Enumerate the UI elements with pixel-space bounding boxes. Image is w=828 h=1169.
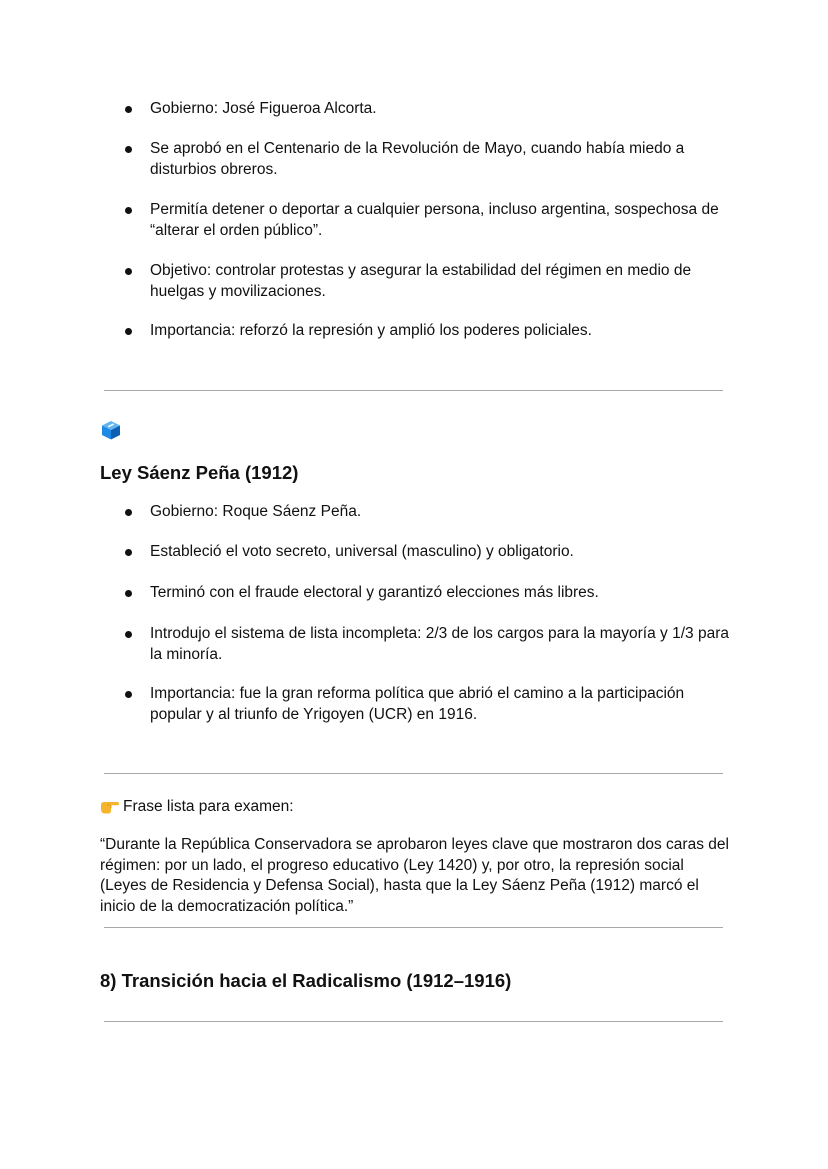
list-item: Gobierno: José Figueroa Alcorta.	[150, 99, 730, 120]
list-item: Estableció el voto secreto, universal (masculino) y obligatorio.	[150, 542, 730, 563]
horizontal-divider	[104, 927, 723, 928]
list-item: Terminó con el fraude electoral y garantizó elecciones más libres.	[150, 583, 730, 604]
list-item: Se aprobó en el Centenario de la Revolución de Mayo, cuando había miedo a disturbios obreros.	[150, 139, 730, 180]
section-title-transicion-radicalismo: 8) Transición hacia el Radicalismo (1912–1916)	[100, 970, 512, 991]
section-title-ley-saenz-pena: Ley Sáenz Peña (1912)	[100, 462, 299, 483]
pointing-hand-icon	[100, 797, 120, 815]
ballot-box-icon	[100, 419, 122, 441]
list-item: Gobierno: Roque Sáenz Peña.	[150, 502, 730, 523]
horizontal-divider	[104, 773, 723, 774]
horizontal-divider	[104, 390, 723, 391]
list-item: Importancia: reforzó la represión y amplió los poderes policiales.	[150, 321, 730, 342]
list-item: Objetivo: controlar protestas y asegurar la estabilidad del régimen en medio de huelgas y movilizaciones.	[150, 261, 730, 302]
exam-phrase-quote: “Durante la República Conservadora se aprobaron leyes clave que mostraron dos caras del régimen: por un lado, el progreso educativo (Ley 1420) y, por otro, la represión social (Leyes de Residencia y Defensa Social), hasta que la Ley Sáenz Peña (1912) marcó el inicio de la democratización política.”	[100, 836, 729, 915]
list-item: Importancia: fue la gran reforma política que abrió el camino a la participación popular y al triunfo de Yrigoyen (UCR) en 1916.	[150, 684, 730, 725]
list-item: Introdujo el sistema de lista incompleta: 2/3 de los cargos para la mayoría y 1/3 para la minoría.	[150, 624, 730, 665]
exam-phrase-label: Frase lista para examen:	[123, 798, 294, 815]
list-item: Permitía detener o deportar a cualquier persona, incluso argentina, sospechosa de “alterar el orden público”.	[150, 200, 730, 241]
horizontal-divider	[104, 1021, 723, 1022]
